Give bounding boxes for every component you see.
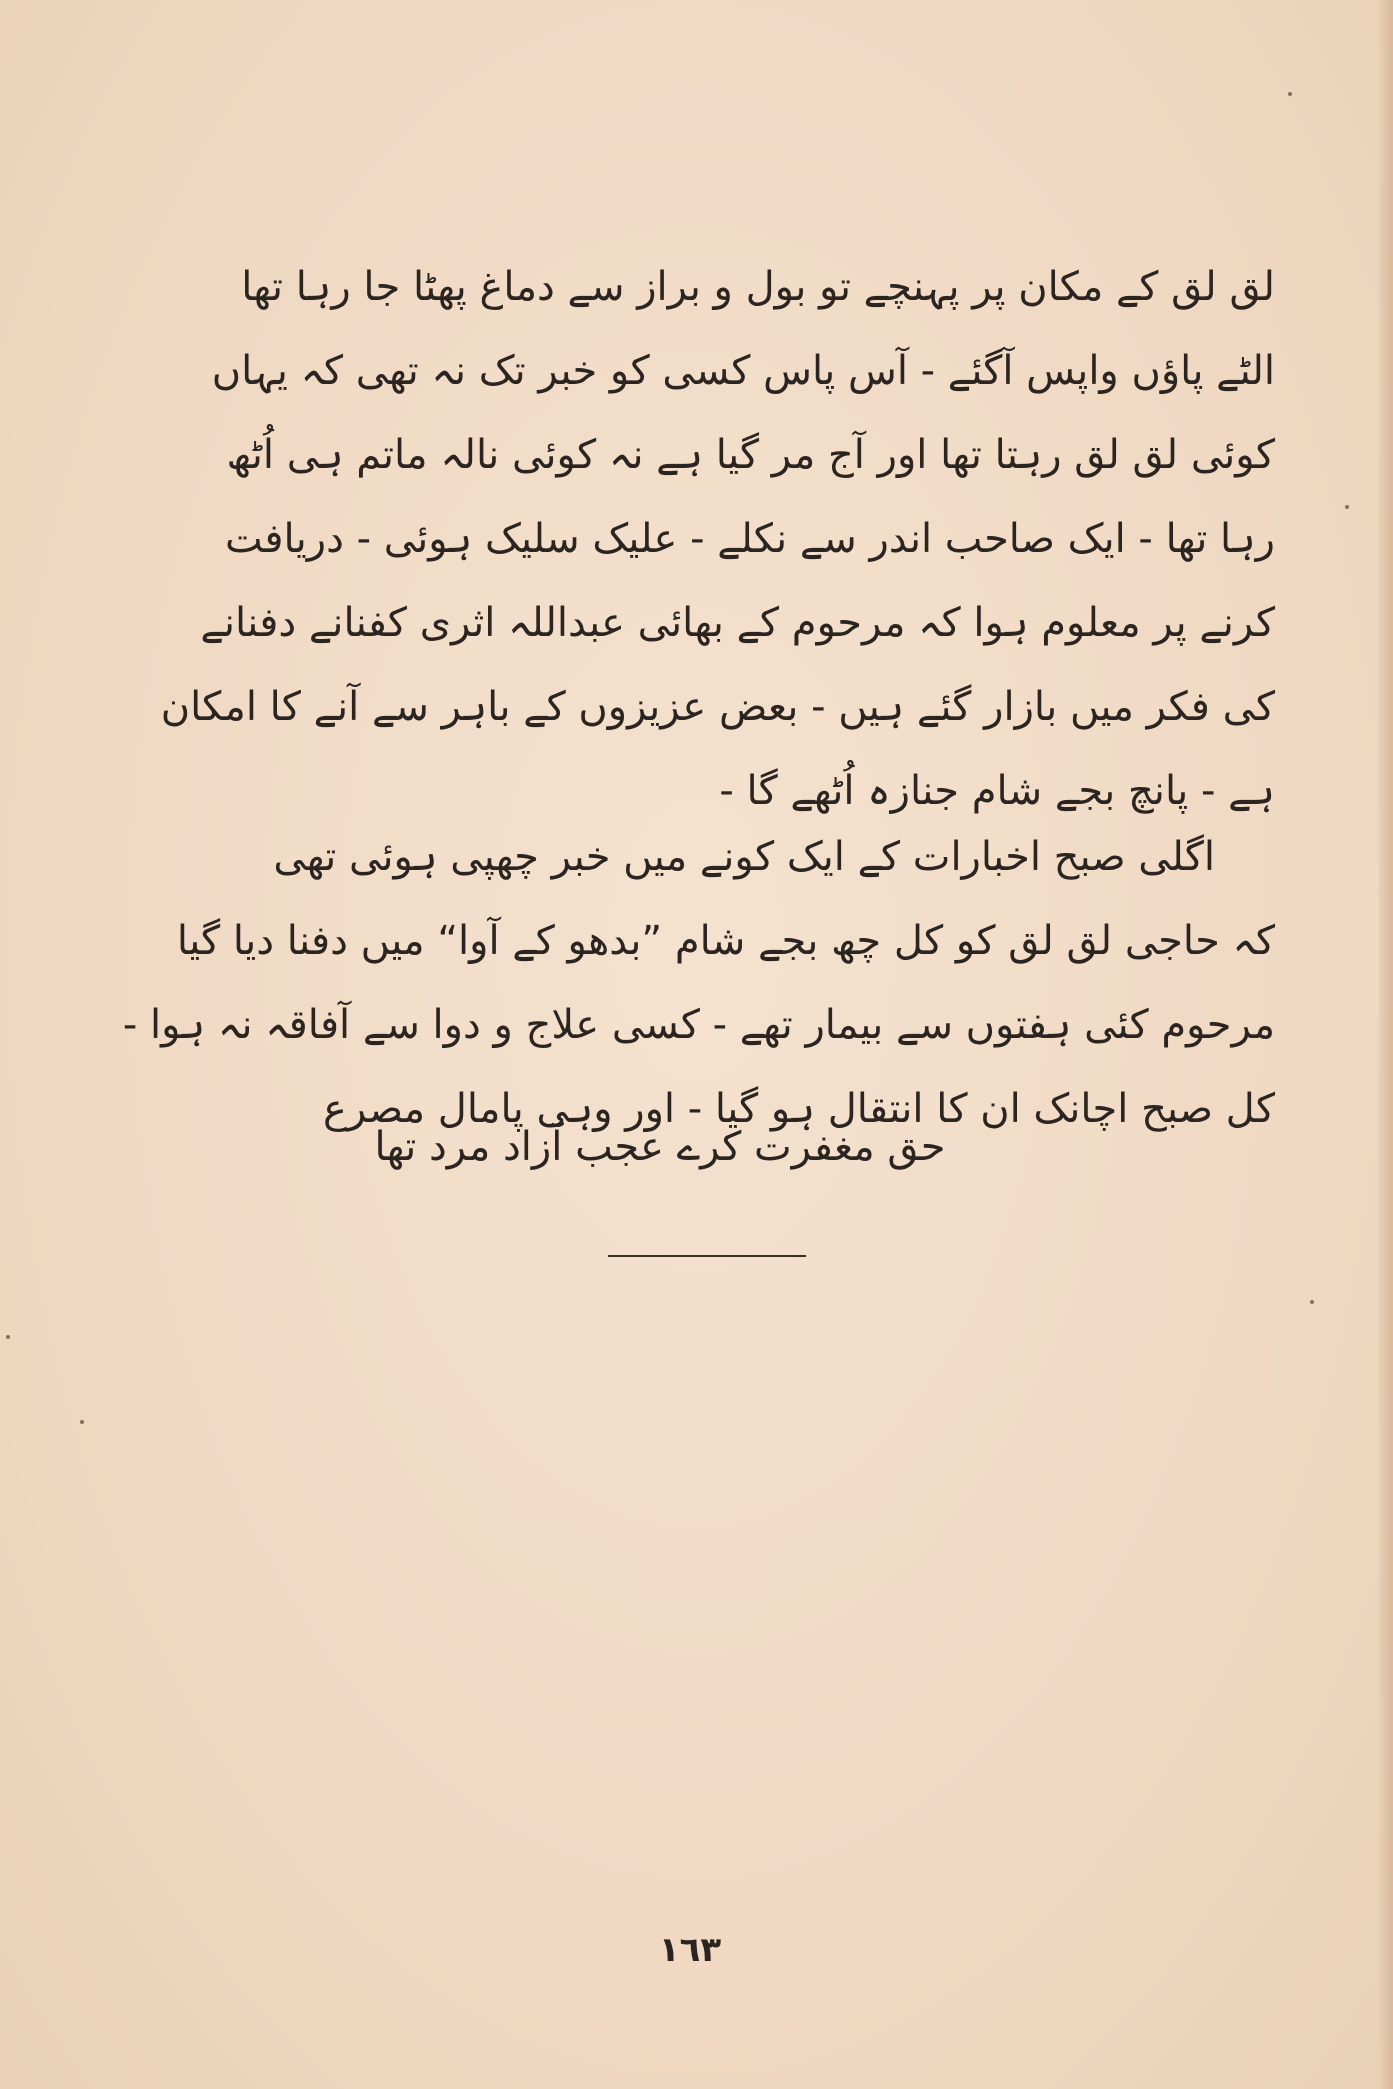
verse-line: حق مغفرت کرے عجب آزاد مرد تھا [374,1124,946,1170]
paragraph-line: الٹے پاؤں واپس آگئے - آس پاس کسی کو خبر تک نہ تھی کہ یہاں [211,348,1275,394]
paper-speck [6,1335,10,1339]
paragraph-2 [122,815,1275,1151]
paper-speck [1288,92,1292,96]
paragraph-line: کرنے پر معلوم ہوا کہ مرحوم کے بھائی عبداللہ اثری کفنانے دفنانے [200,600,1275,646]
page-number: ١٦٣ [658,1930,722,1970]
paragraph-line: رہا تھا - ایک صاحب اندر سے نکلے - علیک سلیک ہوئی - دریافت [225,516,1275,562]
paragraph-line: کل صبح اچانک ان کا انتقال ہو گیا - اور وہی پامال مصرع [323,1086,1275,1132]
paragraph-line: لق لق کے مکان پر پہنچے تو بول و براز سے دماغ پھٹا جا رہا تھا [241,264,1275,310]
section-divider [608,1255,806,1257]
paragraph-line: کہ حاجی لق لق کو کل چھ بجے شام ”بدھو کے آوا“ میں دفنا دیا گیا [176,918,1275,964]
paragraph-line: مرحوم کئی ہفتوں سے بیمار تھے - کسی علاج و دوا سے آفاقہ نہ ہوا - [122,1002,1275,1048]
paragraph-1 [130,245,1275,833]
page-edge [1379,0,1393,2089]
paper-speck [1310,1300,1314,1304]
paragraph-line: اگلی صبح اخبارات کے ایک کونے میں خبر چھپی ہوئی تھی [273,834,1215,880]
paper-speck [1345,505,1349,509]
paper-speck [80,1420,84,1424]
paragraph-line: کی فکر میں بازار گئے ہیں - بعض عزیزوں کے باہر سے آنے کا امکان [160,684,1275,730]
paragraph-line: کوئی لق لق رہتا تھا اور آج مر گیا ہے نہ کوئی نالہ ماتم ہی اُٹھ [226,432,1275,478]
paragraph-line: ہے - پانچ بجے شام جنازہ اُٹھے گا - [719,768,1275,814]
